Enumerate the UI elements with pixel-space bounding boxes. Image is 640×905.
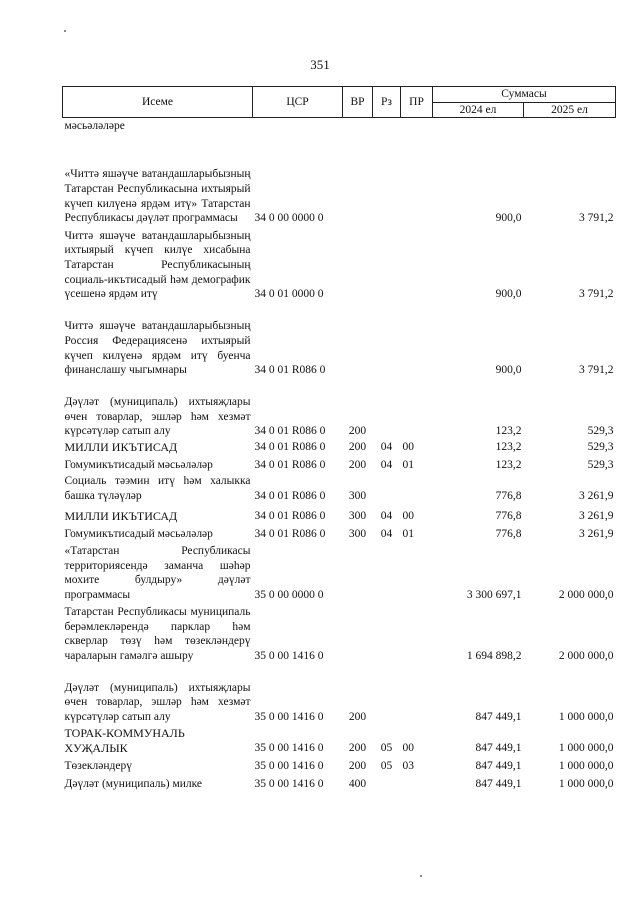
cell-amount-2024: 847 449,1 [475,777,522,790]
cell-amount-2025: 1 000 000,0 [558,741,614,754]
cell-amount-2024: 123,2 [495,458,522,471]
cell-rz: 04 [380,440,393,453]
table-row [63,118,616,134]
header-rz: Рз [373,87,401,118]
cell-amount-2025: 1 000 000,0 [558,759,614,772]
table-row [63,541,616,602]
header-sums: Суммасы [433,87,616,103]
table-row [63,773,616,791]
cell-name: Читтә яшәүче ватандашларыбызның ихтыярый күчеп килүе хисабына Татарстан Республикасының социаль-икътисадый һәм демографик үсешенә ярдәм итү [64,229,251,301]
scan-speck [64,30,66,32]
cell-pr [401,226,433,302]
cell-rz [373,472,401,503]
cell-csr: 35 0 00 0000 0 [254,588,324,601]
cell-amount-2024: 847 449,1 [475,710,522,723]
cell-name: Дәүләт (муниципаль) ихтыяҗлары өчен товарлар, эшләр һәм хезмәт күрсәтүләр сатып алу [64,681,251,723]
cell-vr [343,118,373,134]
table-row [63,226,616,302]
cell-amount-2024: 900,0 [495,288,522,301]
cell-vr: 400 [348,777,367,790]
cell-rz: 05 [380,759,393,772]
cell-amount-2025: 3 261,9 [579,527,614,540]
header-csr: ЦСР [253,87,343,118]
cell-name: Социаль тәэмин итү һәм халыкка башка түләүләр [64,475,251,502]
cell-csr: 34 0 01 R086 0 [254,458,326,471]
cell-vr [343,541,373,602]
header-vr: ВР [343,87,373,118]
cell-amount-2024: 123,2 [495,425,522,438]
table-row [63,523,616,541]
cell-name: МИЛЛИ ИКЪТИСАД [64,508,178,523]
cell-vr: 300 [348,527,367,540]
cell-pr [401,541,433,602]
cell-name: ТОРАК-КОММУНАЛЬ ХУҖАЛЫК [64,726,185,755]
cell-amount-2025: 3 791,2 [579,212,614,225]
table-row [63,602,616,663]
table-row [63,378,616,439]
cell-rz [373,541,401,602]
cell-rz [373,602,401,663]
page-number: 351 [310,57,330,72]
cell-rz: 05 [380,741,393,754]
cell-amount-2024: 900,0 [495,212,522,225]
budget-table [62,86,616,791]
table-row [63,503,616,523]
header-year-2025: 2025 ел [524,102,616,118]
cell-pr [401,134,433,226]
cell-amount-2024: 776,8 [495,489,522,502]
cell-rz [373,118,401,134]
cell-csr: 34 0 01 0000 0 [254,288,324,301]
table-row [63,472,616,503]
cell-vr [343,302,373,378]
cell-csr: 34 0 01 R086 0 [254,509,326,522]
cell-amount-2025: 529,3 [587,458,614,471]
cell-pr: 00 [402,741,414,754]
cell-csr: 35 0 00 1416 0 [254,710,324,723]
cell-pr: 01 [402,458,414,471]
cell-name: Татарстан Республикасы муниципаль берәмлекләрендә парклар һәм скверлар төзү һәм төзекләндерү чараларын гамәлгә ашыру [64,606,251,662]
cell-vr [343,226,373,302]
table-body [63,118,616,792]
cell-amount-2024: 847 449,1 [475,741,522,754]
cell-csr: 34 0 01 R086 0 [254,425,326,438]
cell-amount-2025: 1 000 000,0 [558,777,614,790]
cell-pr [401,378,433,439]
cell-pr [401,118,433,134]
cell-amount-2024: 847 449,1 [475,759,522,772]
cell-csr: 35 0 00 1416 0 [254,741,324,754]
cell-vr: 200 [348,425,367,438]
cell-amount-2024: 776,8 [495,509,522,522]
cell-amount-2024 [433,118,524,134]
header-year-2024: 2024 ел [433,102,524,118]
cell-rz: 04 [380,509,393,522]
table-row [63,134,616,226]
cell-rz [373,302,401,378]
cell-vr [343,134,373,226]
cell-amount-2025: 529,3 [587,425,614,438]
cell-pr [401,773,433,791]
cell-csr: 34 0 01 R086 0 [254,489,326,502]
cell-pr [401,602,433,663]
cell-csr: 34 0 01 R086 0 [254,527,326,540]
cell-name: мәсьәләләре [64,120,125,133]
cell-amount-2025: 3 261,9 [579,509,614,522]
table-row [63,724,616,755]
cell-name: Читтә яшәүче ватандашларыбызның Россия Федерациясенә ихтыярый күчеп килүенә ярдәм итү буенча финанслашу чыгымнары [64,320,251,377]
cell-pr: 00 [402,509,414,522]
cell-csr: 35 0 00 1416 0 [254,759,324,772]
cell-vr: 200 [348,759,367,772]
cell-amount-2025: 3 261,9 [579,489,614,502]
cell-vr: 200 [348,741,367,754]
header-pr: ПР [401,87,433,118]
cell-amount-2025: 529,3 [587,440,614,453]
cell-csr: 34 0 01 R086 0 [254,440,326,453]
table-row [63,663,616,724]
cell-rz [373,773,401,791]
cell-amount-2025: 1 000 000,0 [558,710,614,723]
cell-name: Гомумикътисадый мәсьәләләр [64,458,213,471]
table-row [63,755,616,773]
scan-speck [420,875,422,877]
cell-vr: 300 [348,509,367,522]
cell-pr [401,302,433,378]
cell-pr [401,472,433,503]
cell-vr [343,602,373,663]
cell-rz: 04 [380,458,393,471]
cell-pr [401,663,433,724]
cell-name: Дәүләт (муниципаль) ихтыяҗлары өчен товарлар, эшләр һәм хезмәт күрсәтүләр сатып алу [64,396,251,438]
cell-name: Гомумикътисадый мәсьәләләр [64,527,213,540]
cell-rz [373,226,401,302]
cell-rz [373,134,401,226]
cell-amount-2024: 776,8 [495,527,522,540]
cell-rz [373,663,401,724]
cell-amount-2024: 3 300 697,1 [466,588,522,601]
cell-vr: 200 [348,458,367,471]
cell-amount-2025: 2 000 000,0 [558,649,614,662]
header-name: Исеме [63,87,253,118]
table-row [63,454,616,472]
cell-amount-2024: 900,0 [495,364,522,377]
cell-name: МИЛЛИ ИКЪТИСАД [64,439,178,454]
cell-csr [253,118,343,134]
cell-name: «Татарстан Республикасы территориясендә заманча шәһәр мохите булдыру» дәүләт программасы [64,545,251,601]
cell-amount-2025: 2 000 000,0 [558,588,614,601]
cell-csr: 34 0 00 0000 0 [254,212,324,225]
cell-rz [373,378,401,439]
cell-vr: 200 [348,710,367,723]
cell-amount-2025: 3 791,2 [579,288,614,301]
cell-pr: 01 [402,527,414,540]
cell-csr: 35 0 00 1416 0 [254,649,324,662]
cell-csr: 35 0 00 1416 0 [254,777,324,790]
cell-pr: 03 [402,759,414,772]
cell-amount-2024: 123,2 [495,440,522,453]
cell-vr: 300 [348,489,367,502]
cell-name: Дәүләт (муниципаль) милке [64,777,203,790]
table-row [63,302,616,378]
cell-amount-2025 [524,118,616,134]
cell-amount-2024: 1 694 898,2 [466,649,522,662]
cell-csr: 34 0 01 R086 0 [254,364,326,377]
cell-name: Төзекләндерү [64,759,132,772]
cell-amount-2025: 3 791,2 [579,364,614,377]
cell-pr: 00 [402,440,414,453]
table-header [63,87,616,118]
table-row [63,439,616,455]
cell-rz: 04 [380,527,393,540]
cell-name: «Читтә яшәүче ватандашларыбызның Татарстан Республикасына ихтыярый күчеп килүенә ярдәм итү» Татарстан Республикасы дәүләт программасы [64,168,251,225]
cell-vr: 200 [348,440,367,453]
